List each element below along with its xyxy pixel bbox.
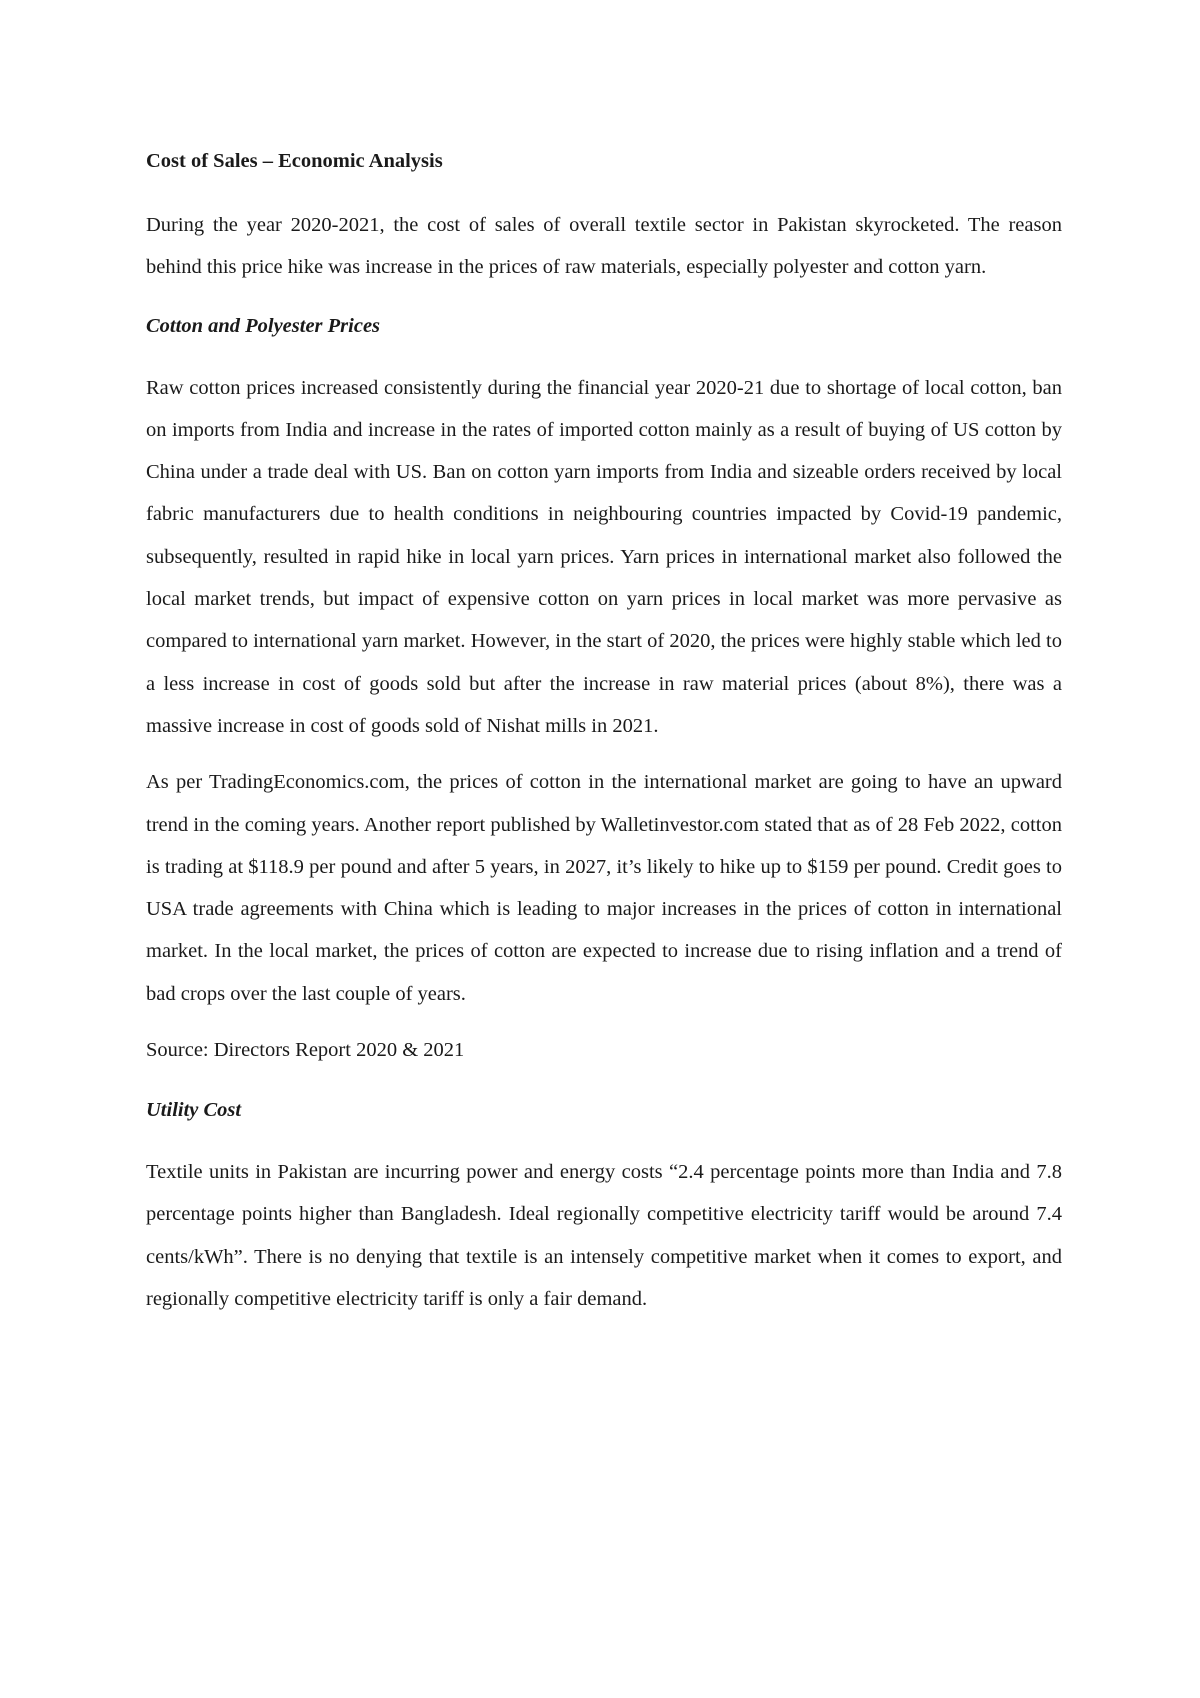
section-heading-utility-cost: Utility Cost — [146, 1099, 242, 1122]
cotton-forecast-paragraph: As per TradingEconomics.com, the prices of cotton in the international market are going to have an upward trend in the coming years. Another report published by Walletinvestor.com stated that as of 28 Feb 2022, cotton is trading at $118.9 per pound and after 5 years, in 2027, it’s likely to hike up to $159 per pound. Credit goes to USA trade agreements with China which is leading to major increases in the prices of cotton in international market. In the local market, the prices of cotton are expected to increase due to rising inflation and a trend of bad crops over the last couple of years. — [146, 771, 1062, 1005]
source-note: Source: Directors Report 2020 & 2021 — [146, 1039, 465, 1062]
section-heading-cotton-polyester: Cotton and Polyester Prices — [146, 314, 381, 337]
utility-cost-paragraph: Textile units in Pakistan are incurring power and energy costs “2.4 percentage points more than India and 7.8 percentage points higher than Bangladesh. Ideal regionally competitive electricity tariff would be around 7.4 cents/kWh”. There is no denying that textile is an intensely competitive market when it comes to export, and regionally competitive electricity tariff is only a fair demand. — [146, 1161, 1062, 1310]
document-page — [146, 140, 1062, 1334]
document-title: Cost of Sales – Economic Analysis — [146, 150, 443, 172]
intro-paragraph: During the year 2020-2021, the cost of sales of overall textile sector in Pakistan skyrocketed. The reason behind this price hike was increase in the prices of raw materials, especially polyester and cotton yarn. — [146, 214, 1062, 279]
cotton-prices-paragraph: Raw cotton prices increased consistently during the financial year 2020-21 due to shortage of local cotton, ban on imports from India and increase in the rates of imported cotton mainly as a result of buying of US cotton by China under a trade deal with US. Ban on cotton yarn imports from India and sizeable orders received by local fabric manufacturers due to health conditions in neighbouring countries impacted by Covid-19 pandemic, subsequently, resulted in rapid hike in local yarn prices. Yarn prices in international market also followed the local market trends, but impact of expensive cotton on yarn prices in local market was more pervasive as compared to international yarn market. However, in the start of 2020, the prices were highly stable which led to a less increase in cost of goods sold but after the increase in raw material prices (about 8%), there was a massive increase in cost of goods sold of Nishat mills in 2021. — [146, 376, 1062, 737]
